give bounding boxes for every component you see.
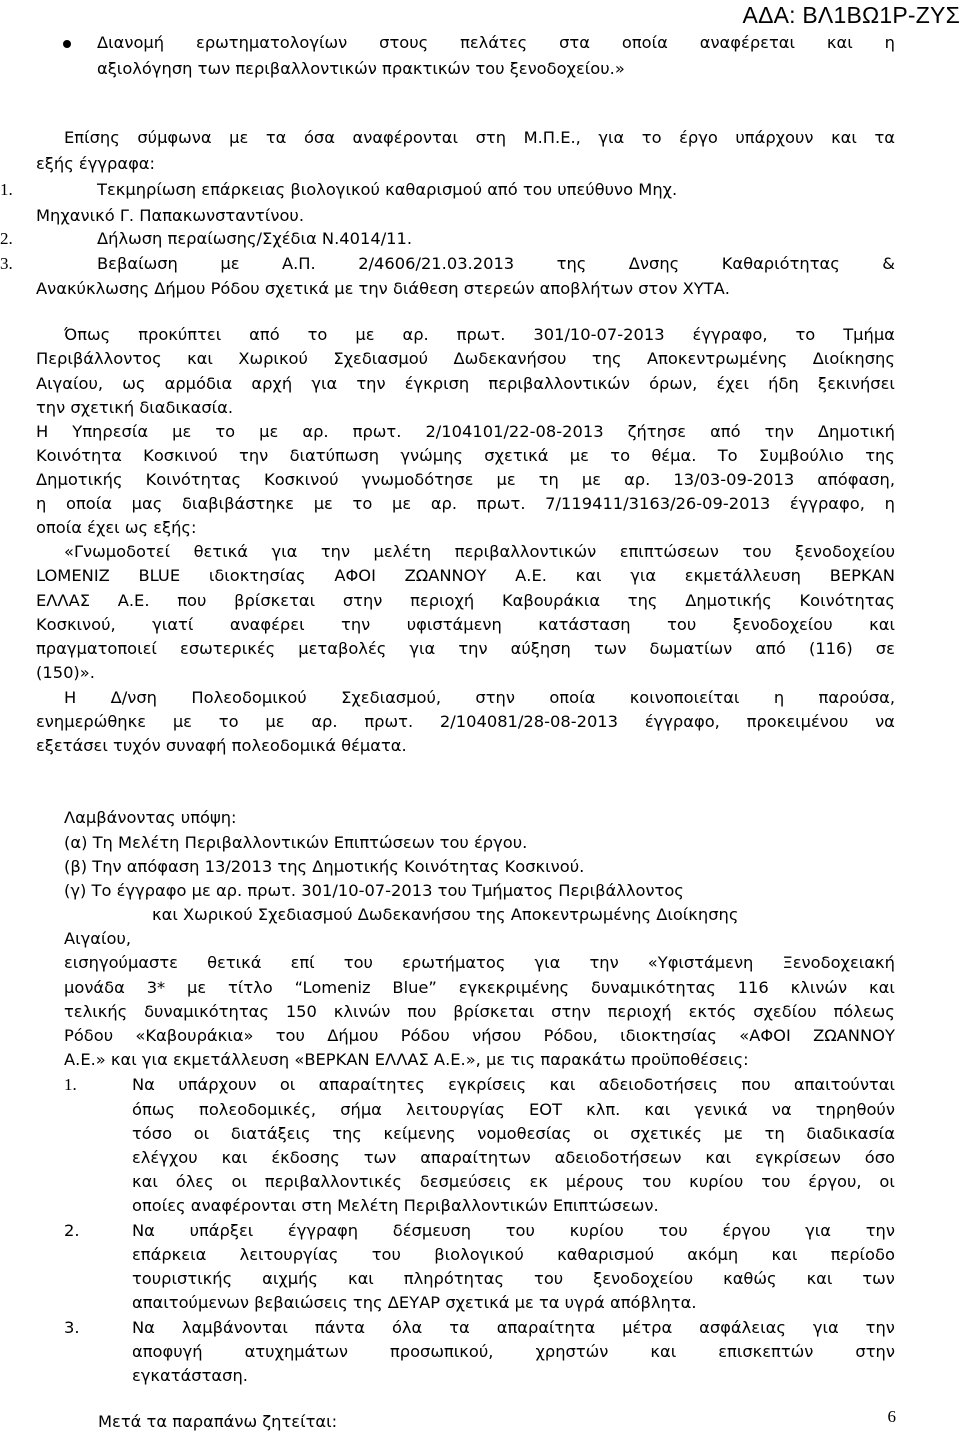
bullet-item-line: αξιολόγηση των περιβαλλοντικών πρακτικών του ξενοδοχείου.» <box>97 59 625 78</box>
quote-line: «Γνωμοδοτεί θετικά για την μελέτη περιβαλλοντικών επιπτώσεων του ξενοδοχείου <box>64 542 895 561</box>
proposal-line: εισηγούμαστε θετικά επί του ερωτήματος για την «Υφιστάμενη Ξενοδοχειακή <box>64 953 895 972</box>
condition-line: Να υπάρξει έγγραφη δέσμευση του κυρίου του έργου για την <box>132 1221 895 1240</box>
paragraph-line: την σχετική διαδικασία. <box>36 398 234 417</box>
condition-line: εγκατάσταση. <box>132 1366 248 1385</box>
page-number: 6 <box>887 1407 896 1426</box>
condition-line: ελέγχου και έκδοσης των απαραίτητων αδειοδοτήσεων και εγκρίσεων όσο <box>132 1148 895 1167</box>
intro-line: Επίσης σύμφωνα με τα όσα αναφέρονται στη Μ.Π.Ε., για το έργο υπάρχουν και τα <box>64 128 895 147</box>
intro-line: εξής έγγραφα: <box>36 154 156 173</box>
paragraph-line: Όπως προκύπτει από το με αρ. πρωτ. 301/10-07-2013 έγγραφο, το Τμήμα <box>64 325 895 344</box>
proposal-line: Α.Ε.» και για εκμετάλλευση «ΒΕΡΚΑΝ ΕΛΛΑΣ Α.Ε.», με τις παρακάτω προϋποθέσεις: <box>64 1050 749 1069</box>
paragraph-line: Κοινότητα Κοσκινού την διατύπωση γνώμης σχετικά με το θέμα. Το Συμβούλιο της <box>36 446 895 465</box>
considering-item: (γ) Το έγγραφο με αρ. πρωτ. 301/10-07-2013 του Τμήματος Περιβάλλοντος <box>64 881 684 900</box>
considering-item: (α) Τη Μελέτη Περιβαλλοντικών Επιπτώσεων του έργου. <box>64 833 528 852</box>
condition-line: Να λαμβάνονται πάντα όλα τα απαραίτητα μέτρα ασφάλειας για την <box>132 1318 895 1337</box>
quote-line: LOMENIZ BLUE ιδιοκτησίας ΑΦΟΙ ΖΩΑΝΝΟΥ Α.Ε. και για εκμετάλλευση ΒΕΡΚΑΝ <box>36 566 895 585</box>
paragraph-line: οποία έχει ως εξής: <box>36 518 197 537</box>
considering-continuation: και Χωρικού Σχεδιασμού Δωδεκανήσου της Αποκεντρωμένης Διοίκησης <box>152 905 739 924</box>
list-number: 3. <box>0 254 13 273</box>
condition-line: οποίες αναφέρονται στη Μελέτη Περιβαλλοντικών Επιπτώσεων. <box>132 1196 659 1215</box>
considering-heading: Λαμβάνοντας υπόψη: <box>64 808 237 827</box>
document-code: ΑΔΑ: ΒΛ1ΒΩ1Ρ-ΖΥΣ <box>742 2 960 28</box>
paragraph-line: Η Δ/νση Πολεοδομικού Σχεδιασμού, στην οποία κοινοποιείται η παρούσα, <box>64 688 895 707</box>
paragraph-line: Η Υπηρεσία με το με αρ. πρωτ. 2/104101/22-08-2013 ζήτησε από την Δημοτική <box>36 422 895 441</box>
list-item: Ανακύκλωσης Δήμου Ρόδου σχετικά με την διάθεση στερεών αποβλήτων στον ΧΥΤΑ. <box>36 279 730 298</box>
condition-line: αποφυγή ατυχημάτων προσωπικού, χρηστών και επισκεπτών στην <box>132 1342 895 1361</box>
paragraph-line: ενημερώθηκε με το με αρ. πρωτ. 2/104081/28-08-2013 έγγραφο, προκειμένου να <box>36 712 895 731</box>
list-item: Μηχανικό Γ. Παπακωνσταντίνου. <box>36 206 305 225</box>
bullet-dot-icon <box>63 40 71 48</box>
list-item: Τεκμηρίωση επάρκειας βιολογικού καθαρισμού από του υπεύθυνο Μηχ. <box>97 180 678 199</box>
list-number: 2. <box>0 229 13 248</box>
condition-line: και όλες οι περιβαλλοντικές δεσμεύσεις εκ μέρους του κυρίου του έργου, οι <box>132 1172 895 1191</box>
paragraph-line: Αιγαίου, ως αρμόδια αρχή για την έγκριση περιβαλλοντικών όρων, έχει ήδη ξεκινήσει <box>36 374 895 393</box>
quote-line: πραγματοποιεί εσωτερικές μεταβολές για την αύξηση των δωματίων από (116) σε <box>36 639 895 658</box>
condition-line: επάρκεια λειτουργίας του βιολογικού καθαρισμού ακόμη και περίοδο <box>132 1245 895 1264</box>
condition-line: τουριστικής αιχμής και πληρότητας του ξενοδοχείου καθώς και των <box>132 1269 895 1288</box>
condition-number: 1. <box>64 1075 77 1094</box>
considering-continuation: Αιγαίου, <box>64 929 132 948</box>
condition-line: όπως πολεοδομικές, σήμα λειτουργίας ΕΟΤ κλπ. και γενικά να τηρηθούν <box>132 1100 895 1119</box>
condition-line: απαιτούμενων βεβαιώσεις της ΔΕΥΑΡ σχετικά με τα υγρά απόβλητα. <box>132 1293 697 1312</box>
condition-line: Να υπάρχουν οι απαραίτητες εγκρίσεις και αδειοδοτήσεις που απαιτούνται <box>132 1075 895 1094</box>
paragraph-line: εξετάσει τυχόν συναφή πολεοδομικά θέματα. <box>36 736 407 755</box>
list-item: Βεβαίωση με Α.Π. 2/4606/21.03.2013 της Δνσης Καθαριότητας & <box>97 254 895 273</box>
proposal-line: τελικής δυναμικότητας 150 κλινών που βρίσκεται στην περιοχή εκτός σχεδίου πόλεως <box>64 1002 895 1021</box>
bullet-item-line: Διανομή ερωτηματολογίων στους πελάτες στα οποία αναφέρεται και η <box>97 33 895 52</box>
condition-line: τόσο οι διατάξεις της κείμενης νομοθεσίας οι σχετικές με τη διαδικασία <box>132 1124 895 1143</box>
closing-line: Μετά τα παραπάνω ζητείται: <box>98 1412 338 1431</box>
considering-item: (β) Την απόφαση 13/2013 της Δημοτικής Κοινότητας Κοσκινού. <box>64 857 585 876</box>
condition-number: 2. <box>64 1221 80 1240</box>
quote-line: ΕΛΛΑΣ Α.Ε. που βρίσκεται στην περιοχή Καβουράκια της Δημοτικής Κοινότητας <box>36 591 895 610</box>
proposal-line: μονάδα 3* με τίτλο “Lomeniz Blue” εγκεκριμένης δυναμικότητας 116 κλινών και <box>64 978 895 997</box>
condition-number: 3. <box>64 1318 80 1337</box>
list-number: 1. <box>0 180 13 199</box>
paragraph-line: η οποία μας διαβιβάστηκε με το με αρ. πρωτ. 7/119411/3163/26-09-2013 έγγραφο, η <box>36 494 895 513</box>
paragraph-line: Δημοτικής Κοινότητας Κοσκινού γνωμοδότησε με τη με αρ. 13/03-09-2013 απόφαση, <box>36 470 895 489</box>
quote-line: Κοσκινού, γιατί αναφέρει την υφιστάμενη κατάσταση του ξενοδοχείου και <box>36 615 895 634</box>
proposal-line: Ρόδου «Καβουράκια» του Δήμου Ρόδου νήσου Ρόδου, ιδιοκτησίας «ΑΦΟΙ ΖΩΑΝΝΟΥ <box>64 1026 895 1045</box>
quote-line: (150)». <box>36 663 95 682</box>
paragraph-line: Περιβάλλοντος και Χωρικού Σχεδιασμού Δωδεκανήσου της Αποκεντρωμένης Διοίκησης <box>36 349 895 368</box>
list-item: Δήλωση περαίωσης/Σχέδια Ν.4014/11. <box>97 229 413 248</box>
